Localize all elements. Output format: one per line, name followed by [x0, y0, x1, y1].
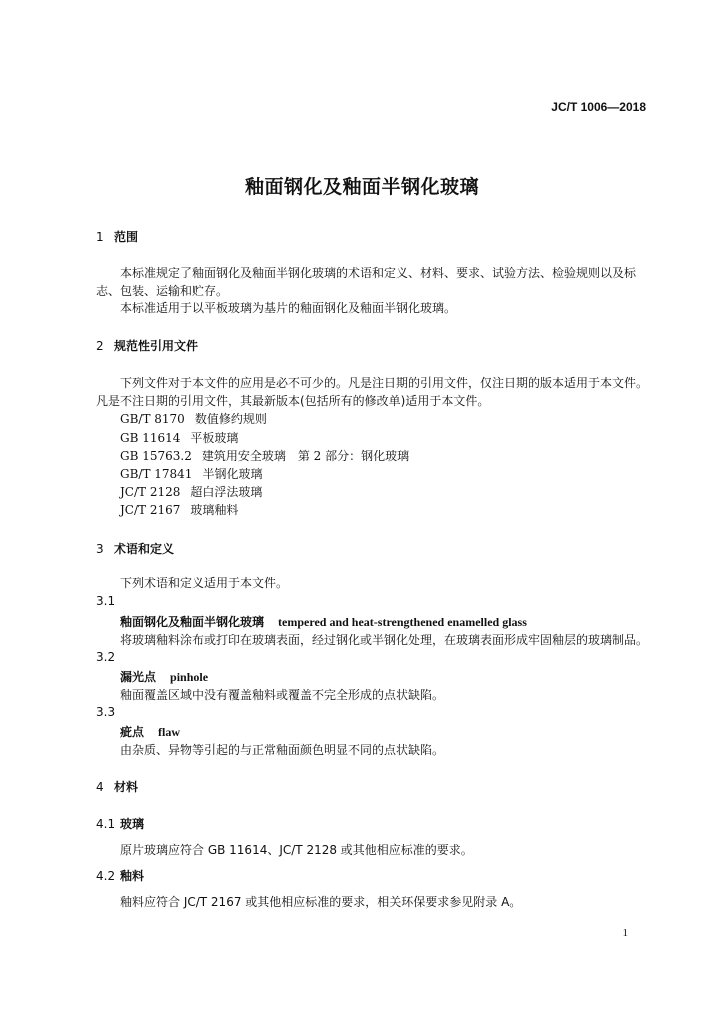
subsection-number: 4.1	[96, 817, 116, 831]
term-chinese: 疵点	[120, 725, 145, 739]
subsection-4-2-paragraph: 釉料应符合 JC/T 2167 或其他相应标准的要求，相关环保要求参见附录 A。	[120, 895, 522, 909]
reference-item	[120, 410, 267, 427]
section-1-heading	[96, 228, 138, 245]
term-heading	[120, 613, 527, 630]
term-english: flaw	[158, 725, 181, 739]
section-1-paragraph-1: 本标准规定了釉面钢化及釉面半钢化玻璃的术语和定义、材料、要求、试验方法、检验规则以及标志、包装、运输和贮存。	[96, 266, 637, 298]
reference-item	[120, 429, 238, 446]
reference-code: JC/T 2167	[120, 503, 181, 517]
reference-title: 数值修约规则	[194, 412, 267, 426]
section-title: 范围	[114, 230, 139, 244]
section-2-heading	[96, 337, 198, 354]
term-chinese: 釉面钢化及釉面半钢化玻璃	[120, 615, 265, 629]
reference-title: 半钢化玻璃	[202, 467, 263, 481]
reference-item	[120, 465, 262, 482]
reference-code: GB/T 17841	[120, 467, 193, 481]
subsection-title: 釉料	[120, 869, 145, 883]
section-3-heading	[96, 540, 174, 557]
subsection-4-1-heading	[96, 815, 144, 832]
subsection-number: 4.2	[96, 869, 116, 883]
standard-code: JC/T 1006—2018	[551, 100, 646, 114]
term-chinese: 漏光点	[120, 670, 157, 684]
reference-title: 平板玻璃	[190, 431, 239, 445]
reference-code: JC/T 2128	[120, 485, 181, 499]
term-heading	[120, 723, 180, 740]
term-definition: 将玻璃釉料涂布或打印在玻璃表面，经过钢化或半钢化处理，在玻璃表面形成牢固釉层的玻璃制品。	[120, 633, 649, 647]
reference-code: GB 15763.2	[120, 449, 192, 463]
section-number: 1	[96, 230, 104, 244]
term-english: tempered and heat-strengthened enamelled glass	[278, 615, 527, 629]
page-number: 1	[622, 927, 628, 939]
term-definition: 由杂质、异物等引起的与正常釉面颜色明显不同的点状缺陷。	[120, 743, 445, 757]
term-number: 3.3	[96, 705, 116, 719]
term-number: 3.2	[96, 650, 116, 664]
reference-code: GB/T 8170	[120, 412, 185, 426]
reference-code: GB 11614	[120, 431, 181, 445]
term-heading	[120, 668, 208, 685]
section-1-paragraph-2: 本标准适用于以平板玻璃为基片的釉面钢化及釉面半钢化玻璃。	[120, 301, 457, 315]
reference-title: 建筑用安全玻璃 第 2 部分：钢化玻璃	[201, 449, 410, 463]
subsection-title: 玻璃	[120, 817, 145, 831]
term-number: 3.1	[96, 594, 116, 608]
section-number: 2	[96, 339, 104, 353]
section-number: 4	[96, 780, 104, 794]
section-title: 术语和定义	[114, 542, 175, 556]
document-title: 釉面钢化及釉面半钢化玻璃	[244, 176, 479, 198]
section-2-paragraph: 下列文件对于本文件的应用是必不可少的。凡是注日期的引用文件，仅注日期的版本适用于本文件。凡是不注日期的引用文件，其最新版本(包括所有的修改单)适用于本文件。	[96, 376, 649, 408]
reference-item	[120, 501, 238, 518]
subsection-4-2-heading	[96, 867, 144, 884]
subsection-4-1-paragraph: 原片玻璃应符合 GB 11614、JC/T 2128 或其他相应标准的要求。	[120, 843, 473, 857]
term-english: pinhole	[170, 670, 209, 684]
reference-item	[120, 447, 409, 464]
section-4-heading	[96, 778, 138, 795]
reference-title: 玻璃釉料	[190, 503, 239, 517]
section-3-paragraph: 下列术语和定义适用于本文件。	[120, 576, 289, 590]
reference-title: 超白浮法玻璃	[190, 485, 263, 499]
section-number: 3	[96, 542, 104, 556]
section-title: 材料	[114, 780, 139, 794]
reference-item	[120, 483, 262, 500]
section-title: 规范性引用文件	[114, 339, 199, 353]
term-definition: 釉面覆盖区域中没有覆盖釉料或覆盖不完全形成的点状缺陷。	[120, 688, 445, 702]
